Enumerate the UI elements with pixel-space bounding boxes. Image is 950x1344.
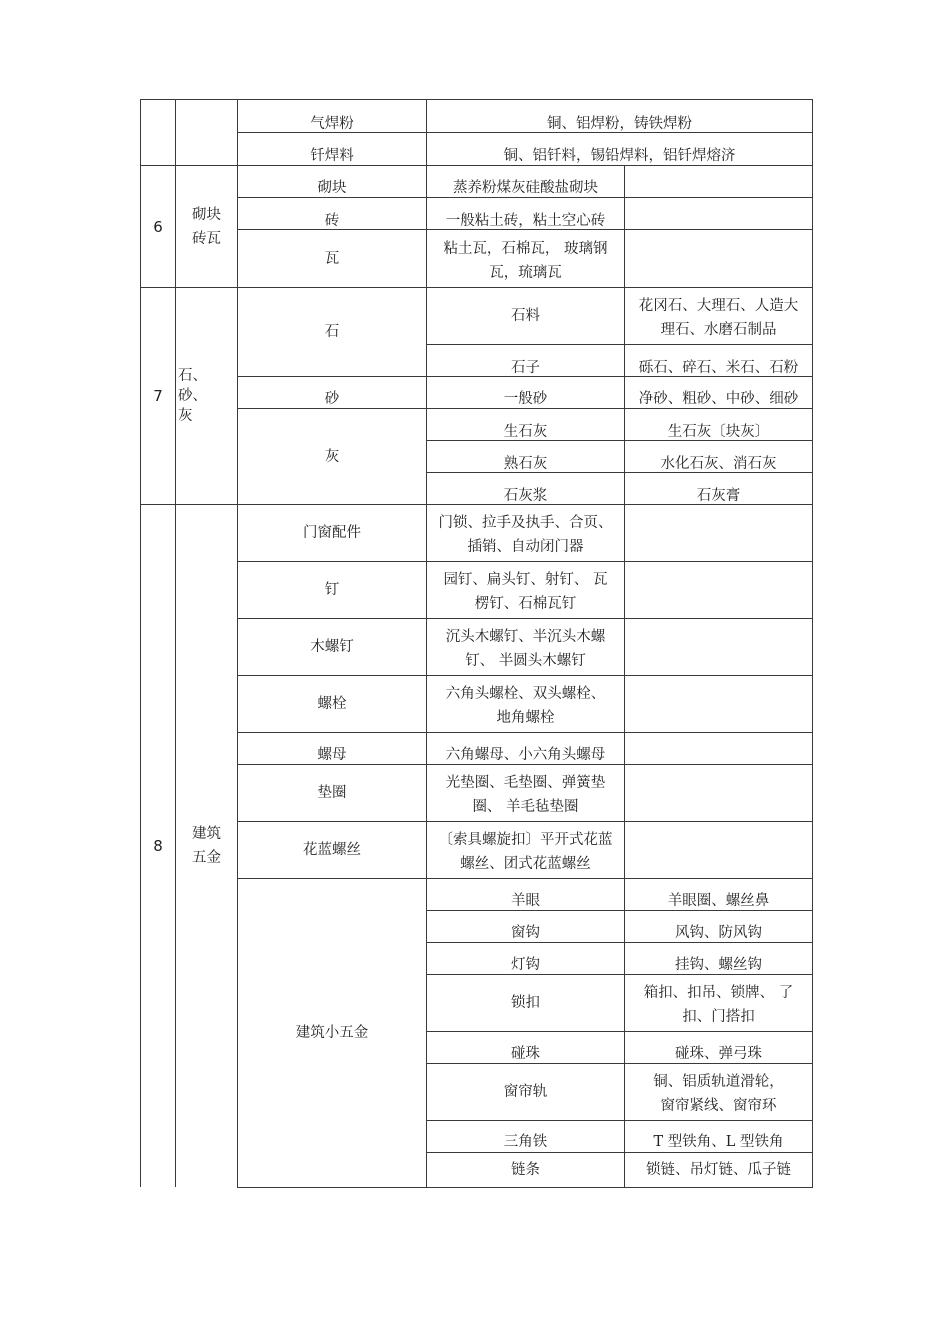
table-cell-description: 风钩、防风钩 [675, 925, 762, 941]
table-cell-kind: 生石灰 [503, 424, 548, 440]
table-cell-subcategory: 建筑小五金 [295, 1025, 369, 1041]
table-cell-description: 铜、铝质轨道滑轮， 窗帘紧线、窗帘环 [653, 1074, 784, 1114]
table-cell-description: 挂钩、螺丝钩 [675, 957, 762, 973]
table-cell-category: 建筑 五金 [192, 826, 221, 866]
table-cell-description: 门锁、拉手及执手、合页、 插销、自动闭门器 [438, 515, 613, 555]
table-cell-description: 锁链、吊灯链、瓜子链 [646, 1162, 791, 1178]
table-cell-description: 铜、铝焊粉，铸铁焊粉 [547, 116, 692, 132]
table-cell-category: 砌块 砖瓦 [192, 206, 221, 247]
table-cell-description: 水化石灰、消石灰 [660, 456, 777, 472]
table-border [812, 99, 813, 1188]
table-cell-subcategory: 垫圈 [317, 785, 347, 801]
table-cell-description: 六角螺母、小六角头螺母 [445, 747, 606, 763]
table-border [426, 344, 813, 345]
table-cell-subcategory: 气焊粉 [310, 116, 354, 132]
table-cell-subcategory: 木螺钉 [310, 639, 354, 655]
table-cell-description: 铜、铝钎料，锡铅焊料，铝钎焊熔济 [503, 148, 736, 164]
table-cell-kind: 灯钩 [511, 957, 540, 973]
table-cell-subcategory: 灰 [324, 448, 340, 465]
table-cell-description: 砾石、碎石、米石、石粉 [638, 360, 799, 376]
table-cell-subcategory: 石 [324, 324, 340, 340]
table-cell-subcategory: 钉 [324, 582, 340, 598]
table-cell-description: 一般粘土砖，粘土空心砖 [445, 213, 606, 229]
table-cell-kind: 链条 [511, 1162, 540, 1178]
table-cell-number: 8 [153, 837, 163, 855]
table-cell-description: 沉头木螺钉、半沉头木螺 钉、 半圆头木螺钉 [445, 629, 606, 669]
category-label: 石、 砂、 灰 [178, 368, 207, 424]
table-cell-description: 羊眼圈、螺丝鼻 [667, 893, 770, 909]
table-cell-description: 碰珠、弹弓珠 [675, 1046, 762, 1062]
table-cell-kind: 羊眼 [511, 893, 540, 909]
table-border [237, 1187, 813, 1188]
table-cell-subcategory: 螺母 [317, 747, 347, 763]
table-cell-kind: 一般砂 [503, 391, 548, 407]
table-cell-description: 六角头螺栓、双头螺栓、 地角螺栓 [445, 686, 606, 726]
table-cell-kind: 三角铁 [503, 1134, 548, 1150]
table-cell-description: 箱扣、扣吊、锁牌、 了 扣、门搭扣 [643, 985, 794, 1025]
table-cell-subcategory: 门窗配件 [303, 525, 361, 541]
table-cell-subcategory: 砌块 [317, 180, 347, 196]
table-cell-description: 园钉、扁头钉、射钉、 瓦 楞钉、石棉瓦钉 [443, 572, 608, 612]
table-cell-kind: 窗帘轨 [503, 1084, 548, 1100]
table-border [426, 1120, 813, 1121]
table-cell-subcategory: 螺栓 [317, 696, 347, 712]
table-cell-subcategory: 砖 [324, 213, 340, 229]
table-cell-category [176, 288, 237, 504]
table-cell-description: 蒸养粉煤灰硅酸盐砌块 [453, 180, 598, 196]
table-cell-subcategory: 砂 [324, 391, 340, 407]
table-cell-description: 〔索具螺旋扣〕平开式花蓝 螺丝、团式花蓝螺丝 [438, 832, 613, 872]
table-cell-kind: 石料 [511, 308, 540, 324]
table-cell-kind: 石子 [511, 360, 540, 376]
table-cell-subcategory: 花蓝螺丝 [303, 842, 361, 858]
table-cell-description: 净砂、粗砂、中砂、细砂 [638, 391, 799, 407]
table-border [237, 732, 813, 733]
table-cell-kind: 窗钩 [511, 925, 540, 941]
table-cell-subcategory: 钎焊料 [310, 148, 354, 164]
table-cell-number: 7 [153, 387, 163, 405]
table-border [140, 99, 813, 100]
table-cell-number: 6 [153, 217, 163, 236]
table-cell-subcategory: 瓦 [324, 250, 340, 267]
table-cell-description: T 型铁角、L 型铁角 [653, 1134, 784, 1150]
table-cell-description: 粘土瓦，石棉瓦， 玻璃钢 瓦，琉璃瓦 [443, 241, 608, 281]
table-cell-kind: 锁扣 [511, 995, 540, 1011]
table-cell-description: 花冈石、大理石、人造大 理石、水磨石制品 [638, 298, 799, 338]
table-cell-description: 生石灰〔块灰〕 [667, 424, 770, 440]
table-cell-kind: 熟石灰 [503, 456, 548, 472]
table-cell-description: 石灰膏 [696, 488, 741, 504]
table-border [426, 1031, 813, 1032]
table-cell-kind: 碰珠 [511, 1046, 540, 1062]
table-cell-description: 光垫圈、毛垫圈、弹簧垫 圈、 羊毛毡垫圈 [445, 775, 606, 815]
table-cell-kind: 石灰浆 [503, 488, 548, 504]
